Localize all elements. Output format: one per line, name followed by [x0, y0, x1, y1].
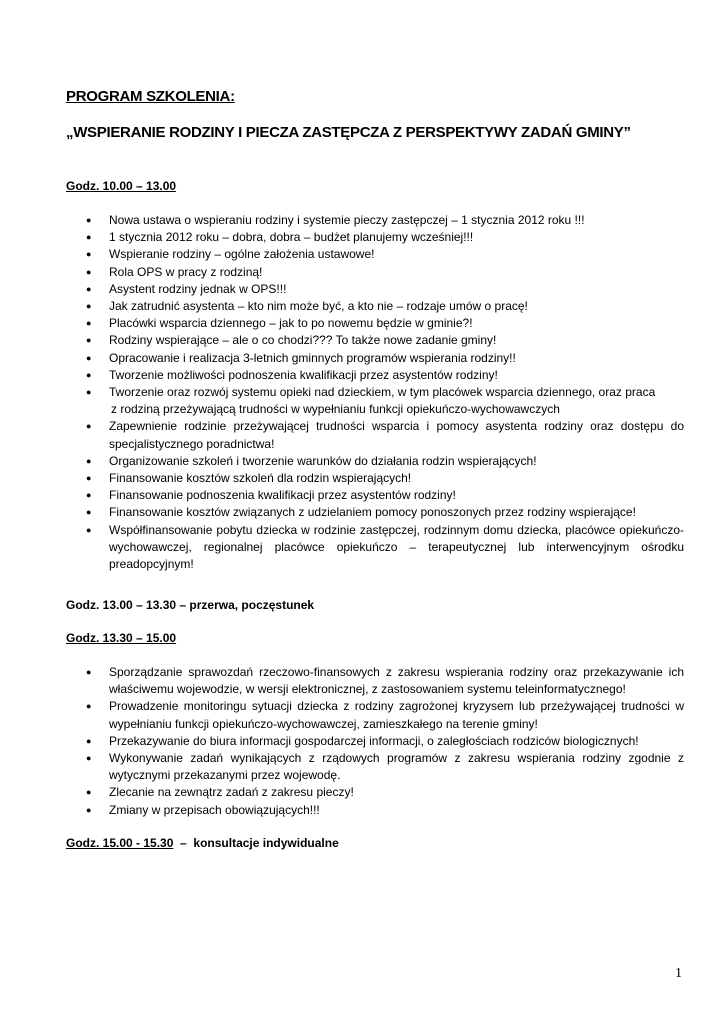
bullet-icon: ●	[86, 804, 92, 815]
bullet-icon: ●	[86, 318, 92, 329]
list-item: ● Zmiany w przepisach obowiązujących!!!	[0, 802, 725, 819]
list-item: ● Prowadzenie monitoringu sytuacji dziecka z rodziny zagrożonej kryzysem lub przeżywającej trudności w wypełnianiu funkcji opiekuńczo-wychowawczej, zamieszkałego na terenie gminy!	[86, 699, 684, 731]
bullet-icon: ●	[86, 421, 92, 432]
bullet-icon: ●	[86, 490, 92, 501]
bullet-icon: ●	[86, 753, 92, 764]
bullet-icon: ●	[86, 369, 92, 380]
list-item: ● Opracowanie i realizacja 3-letnich gminnych programów wspierania rodziny!!	[0, 350, 725, 367]
list-item: ● Tworzenie możliwości podnoszenia kwalifikacji przez asystentów rodziny!	[0, 367, 725, 384]
list-item: ● Sporządzanie sprawozdań rzeczowo-finansowych z zakresu wspierania rodziny oraz przekazywanie ich właściwemu wojewodzie, w wersji elektronicznej, z zastosowaniem systemu teleinformatycznego!	[86, 665, 684, 697]
list-item: ● Przekazywanie do biura informacji gospodarczej informacji, o zaległościach rodziców biologicznych!	[0, 733, 725, 750]
bullet-icon: ●	[86, 266, 92, 277]
bullet-icon: ●	[86, 667, 92, 677]
bullet-icon: ●	[86, 335, 92, 346]
list-item: ● Jak zatrudnić asystenta – kto nim może być, a kto nie – rodzaje umów o pracę!	[0, 298, 725, 315]
list-item: ● Finansowanie podnoszenia kwalifikacji przez asystentów rodziny!	[0, 487, 725, 504]
bullet-icon: ●	[86, 524, 92, 535]
agenda-list-2	[0, 664, 725, 819]
bullet-icon: ●	[86, 787, 92, 798]
bullet-icon: ●	[86, 473, 92, 484]
section-time-3	[66, 631, 176, 645]
bullet-icon: ●	[86, 249, 92, 260]
list-item: ● Finansowanie kosztów szkoleń dla rodzin wspierających!	[0, 470, 725, 487]
section-time-label: Godz. 13.30 – 15.00	[66, 631, 177, 645]
bullet-icon: ●	[86, 507, 92, 518]
bullet-icon: ●	[86, 283, 92, 294]
list-item: ● Finansowanie kosztów związanych z udzielaniem pomocy ponoszonych przez rodziny wspierające!	[0, 504, 725, 521]
bullet-icon: ●	[86, 301, 92, 312]
list-item: ● Tworzenie oraz rozwój systemu opieki nad dzieckiem, w tym placówek wsparcia dziennego, oraz praca z rodziną przeżywającą trudności w wypełnianiu funkcji opiekuńczo-wychowawczych	[86, 385, 656, 417]
list-item: ● Rola OPS w pracy z rodziną!	[0, 264, 725, 281]
bullet-icon: ●	[86, 387, 92, 398]
list-item: ● Nowa ustawa o wspieraniu rodziny i systemie pieczy zastępczej – 1 stycznia 2012 roku !!!	[0, 212, 725, 229]
section-time-suffix: – konsultacje indywidualne	[173, 836, 339, 850]
agenda-list-1	[0, 212, 725, 573]
list-item: ● Asystent rodziny jednak w OPS!!!	[0, 281, 725, 298]
section-time-label: Godz. 15.00 - 15.30	[66, 836, 174, 850]
page-number: 1	[675, 966, 682, 981]
list-item: ● Współfinansowanie pobytu dziecka w rodzinie zastępczej, rodzinnym domu dziecka, placówce opiekuńczo-wychowawczej, regionalnej placówce opiekuńczo – terapeutycznej lub interwencyjnym ośrodku preadopcyjnym!	[86, 522, 684, 572]
bullet-icon: ●	[86, 455, 92, 466]
list-item: ● Rodziny wspierające – ale o co chodzi??? To także nowe zadanie gminy!	[0, 332, 725, 349]
section-time-1	[66, 179, 176, 193]
document-subtitle: „WSPIERANIE RODZINY I PIECZA ZASTĘPCZA Z PERSPEKTYWY ZADAŃ GMINY”	[66, 124, 631, 141]
list-item: ● 1 stycznia 2012 roku – dobra, dobra – budżet planujemy wcześniej!!!	[0, 229, 725, 246]
document-title: PROGRAM SZKOLENIA:	[66, 88, 235, 105]
bullet-icon: ●	[86, 701, 92, 712]
bullet-icon: ●	[86, 215, 92, 225]
list-item: ● Zlecanie na zewnątrz zadań z zakresu pieczy!	[0, 784, 725, 801]
section-time-4	[66, 836, 339, 850]
list-item: ● Wykonywanie zadań wynikających z rządowych programów z zakresu wspierania rodziny zgodnie z wytycznymi przekazanymi przez wojewodę.	[86, 751, 684, 783]
list-item: ● Placówki wsparcia dziennego – jak to po nowemu będzie w gminie?!	[0, 315, 725, 332]
list-item: ● Organizowanie szkoleń i tworzenie warunków do działania rodzin wspierających!	[0, 453, 725, 470]
section-time-label: Godz. 13.00 – 13.30 – przerwa, poczęstunek	[66, 598, 315, 612]
bullet-icon: ●	[86, 735, 92, 746]
bullet-icon: ●	[86, 352, 92, 363]
section-time-label: Godz. 10.00 – 13.00	[66, 179, 177, 193]
list-item: ● Zapewnienie rodzinie przeżywającej trudności wsparcia i pomocy asystenta rodziny oraz dostępu do specjalistycznego poradnictwa!	[86, 419, 684, 451]
list-item: ● Wspieranie rodziny – ogólne założenia ustawowe!	[0, 246, 725, 263]
section-time-2	[66, 598, 314, 612]
bullet-icon: ●	[86, 232, 92, 243]
